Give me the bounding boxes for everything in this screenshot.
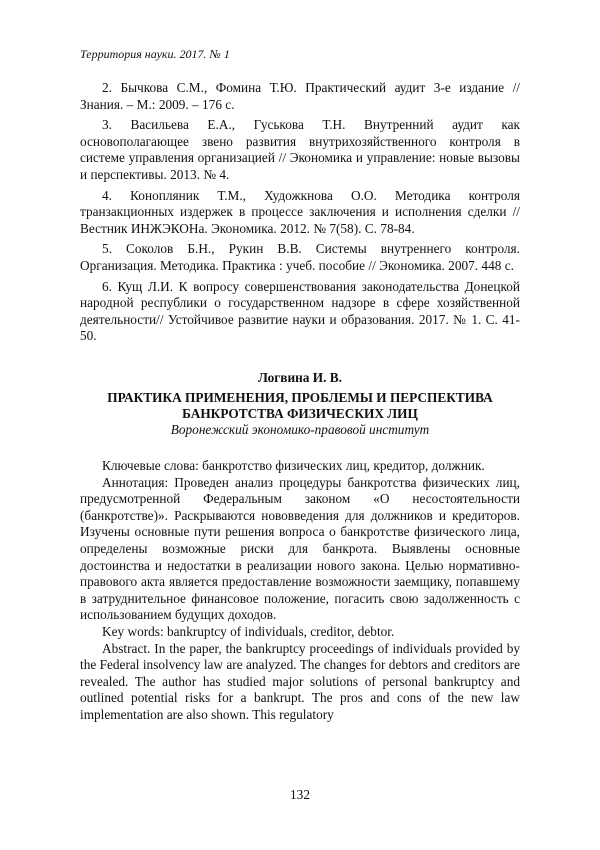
article-title-line: ПРАКТИКА ПРИМЕНЕНИЯ, ПРОБЛЕМЫ И ПЕРСПЕКТИВА — [107, 390, 493, 405]
running-header: Территория науки. 2017. № 1 — [80, 47, 230, 61]
abstract-ru: Аннотация: Проведен анализ процедуры банкротства физических лиц, предусмотренной Федеральным законом «О несостоятельности (банкротстве)». Раскрываются нововведения для должников и кредиторов. Изучены основные пути решения вопроса о банкротстве физического лица, определены возможные риски для банкрота. Выявлены основные достоинства и недостатки в реализации нового закона. Целью нормативно-правового акта является предоставление возможности заемщику, попавшему в затруднительное финансовое положение, погасить свою задолженность с использованием будущих доходов. — [80, 474, 520, 623]
abstract-en: Abstract. In the paper, the bankruptcy proceedings of individuals provided by the Federal insolvency law are analyzed. The changes for debtors and creditors are revealed. The author has studied major solutions of personal bankruptcy and outlined potential risks for a bankrupt. The pros and cons of the new law implementation are also shown. This regulatory — [80, 640, 520, 722]
article-title-line: БАНКРОТСТВА ФИЗИЧЕСКИХ ЛИЦ — [182, 406, 418, 421]
reference-item: 6. Кущ Л.И. К вопросу совершенствования законодательства Донецкой народной республики о государственном надзоре в сфере хозяйственной деятельности// Устойчивое развитие науки и образования. 2017. № 1. С. 41-50. — [80, 278, 520, 344]
article-author: Логвина И. В. — [258, 370, 342, 385]
reference-item: 3. Васильева Е.А., Гуськова Т.Н. Внутренний аудит как основополагающее звено развития внутрихозяйственного контроля в системе управления организацией // Экономика и управление: новые вызовы и перспективы. 2013. № 4. — [80, 117, 520, 182]
abstract-section — [80, 458, 520, 724]
reference-item: 5. Соколов Б.Н., Рукин В.В. Системы внутреннего контроля. Организация. Методика. Практика : учеб. пособие // Экономика. 2007. 448 с. — [80, 241, 520, 273]
reference-list — [80, 80, 520, 349]
keywords-en: Key words: bankruptcy of individuals, creditor, debtor. — [102, 623, 395, 639]
article-title-block — [80, 390, 520, 439]
page-number: 132 — [290, 787, 310, 802]
reference-item: 4. Конопляник Т.М., Художкнова О.О. Методика контроля транзакционных издержек в процессе заключения и исполнения сделки // Вестник ИНЖЭКОНа. Экономика. 2012. № 7(58). С. 78-84. — [80, 187, 520, 236]
keywords-ru: Ключевые слова: банкротство физических лиц, кредитор, должник. — [102, 458, 485, 473]
author-affiliation: Воронежский экономико-правовой институт — [170, 422, 430, 437]
reference-item: 2. Бычкова С.М., Фомина Т.Ю. Практический аудит 3-е издание // Знания. – М.: 2009. – 176 с. — [80, 80, 520, 112]
